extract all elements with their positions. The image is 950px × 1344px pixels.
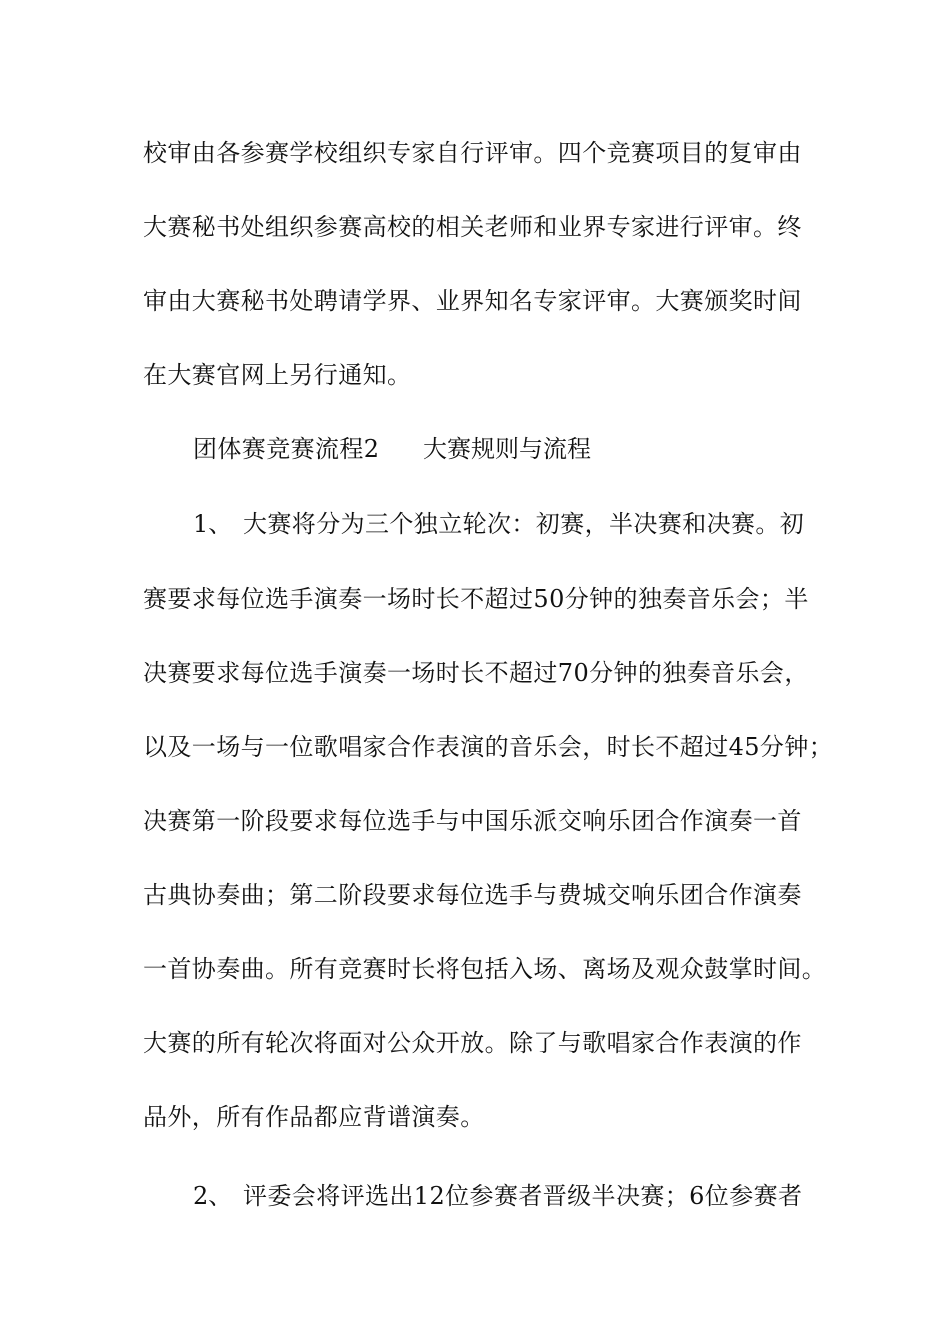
- paragraph-line: 决赛第一阶段要求每位选手与中国乐派交响乐团合作演奏一首: [143, 807, 802, 835]
- paragraph-line: 大赛秘书处组织参赛高校的相关老师和业界专家进行评审。终: [143, 213, 802, 241]
- paragraph-line: 决赛要求每位选手演奏一场时长不超过70分钟的独奏音乐会，: [143, 659, 809, 687]
- list-item-first-line: 大赛将分为三个独立轮次：初赛，半决赛和决赛。初: [243, 510, 805, 538]
- list-item-number: 2、: [193, 1182, 233, 1210]
- section-heading: 团体赛竞赛流程2: [193, 435, 380, 463]
- list-item-first-line: 评委会将评选出12位参赛者晋级半决赛；6位参赛者: [243, 1182, 803, 1210]
- paragraph-line: 品外，所有作品都应背谱演奏。: [143, 1103, 485, 1131]
- paragraph-line: 赛要求每位选手演奏一场时长不超过50分钟的独奏音乐会；半: [143, 585, 809, 613]
- paragraph-line: 在大赛官网上另行通知。: [143, 361, 412, 389]
- list-item-number: 1、: [193, 510, 233, 538]
- paragraph-line: 古典协奏曲；第二阶段要求每位选手与费城交响乐团合作演奏: [143, 881, 802, 909]
- paragraph-line: 以及一场与一位歌唱家合作表演的音乐会，时长不超过45分钟；: [143, 733, 834, 761]
- paragraph-line: 审由大赛秘书处聘请学界、业界知名专家评审。大赛颁奖时间: [143, 287, 802, 315]
- paragraph-line: 校审由各参赛学校组织专家自行评审。四个竞赛项目的复审由: [143, 139, 802, 167]
- paragraph-line: 一首协奏曲。所有竞赛时长将包括入场、离场及观众鼓掌时间。: [143, 955, 827, 983]
- section-heading-title: 大赛规则与流程: [423, 435, 591, 463]
- paragraph-line: 大赛的所有轮次将面对公众开放。除了与歌唱家合作表演的作: [143, 1029, 802, 1057]
